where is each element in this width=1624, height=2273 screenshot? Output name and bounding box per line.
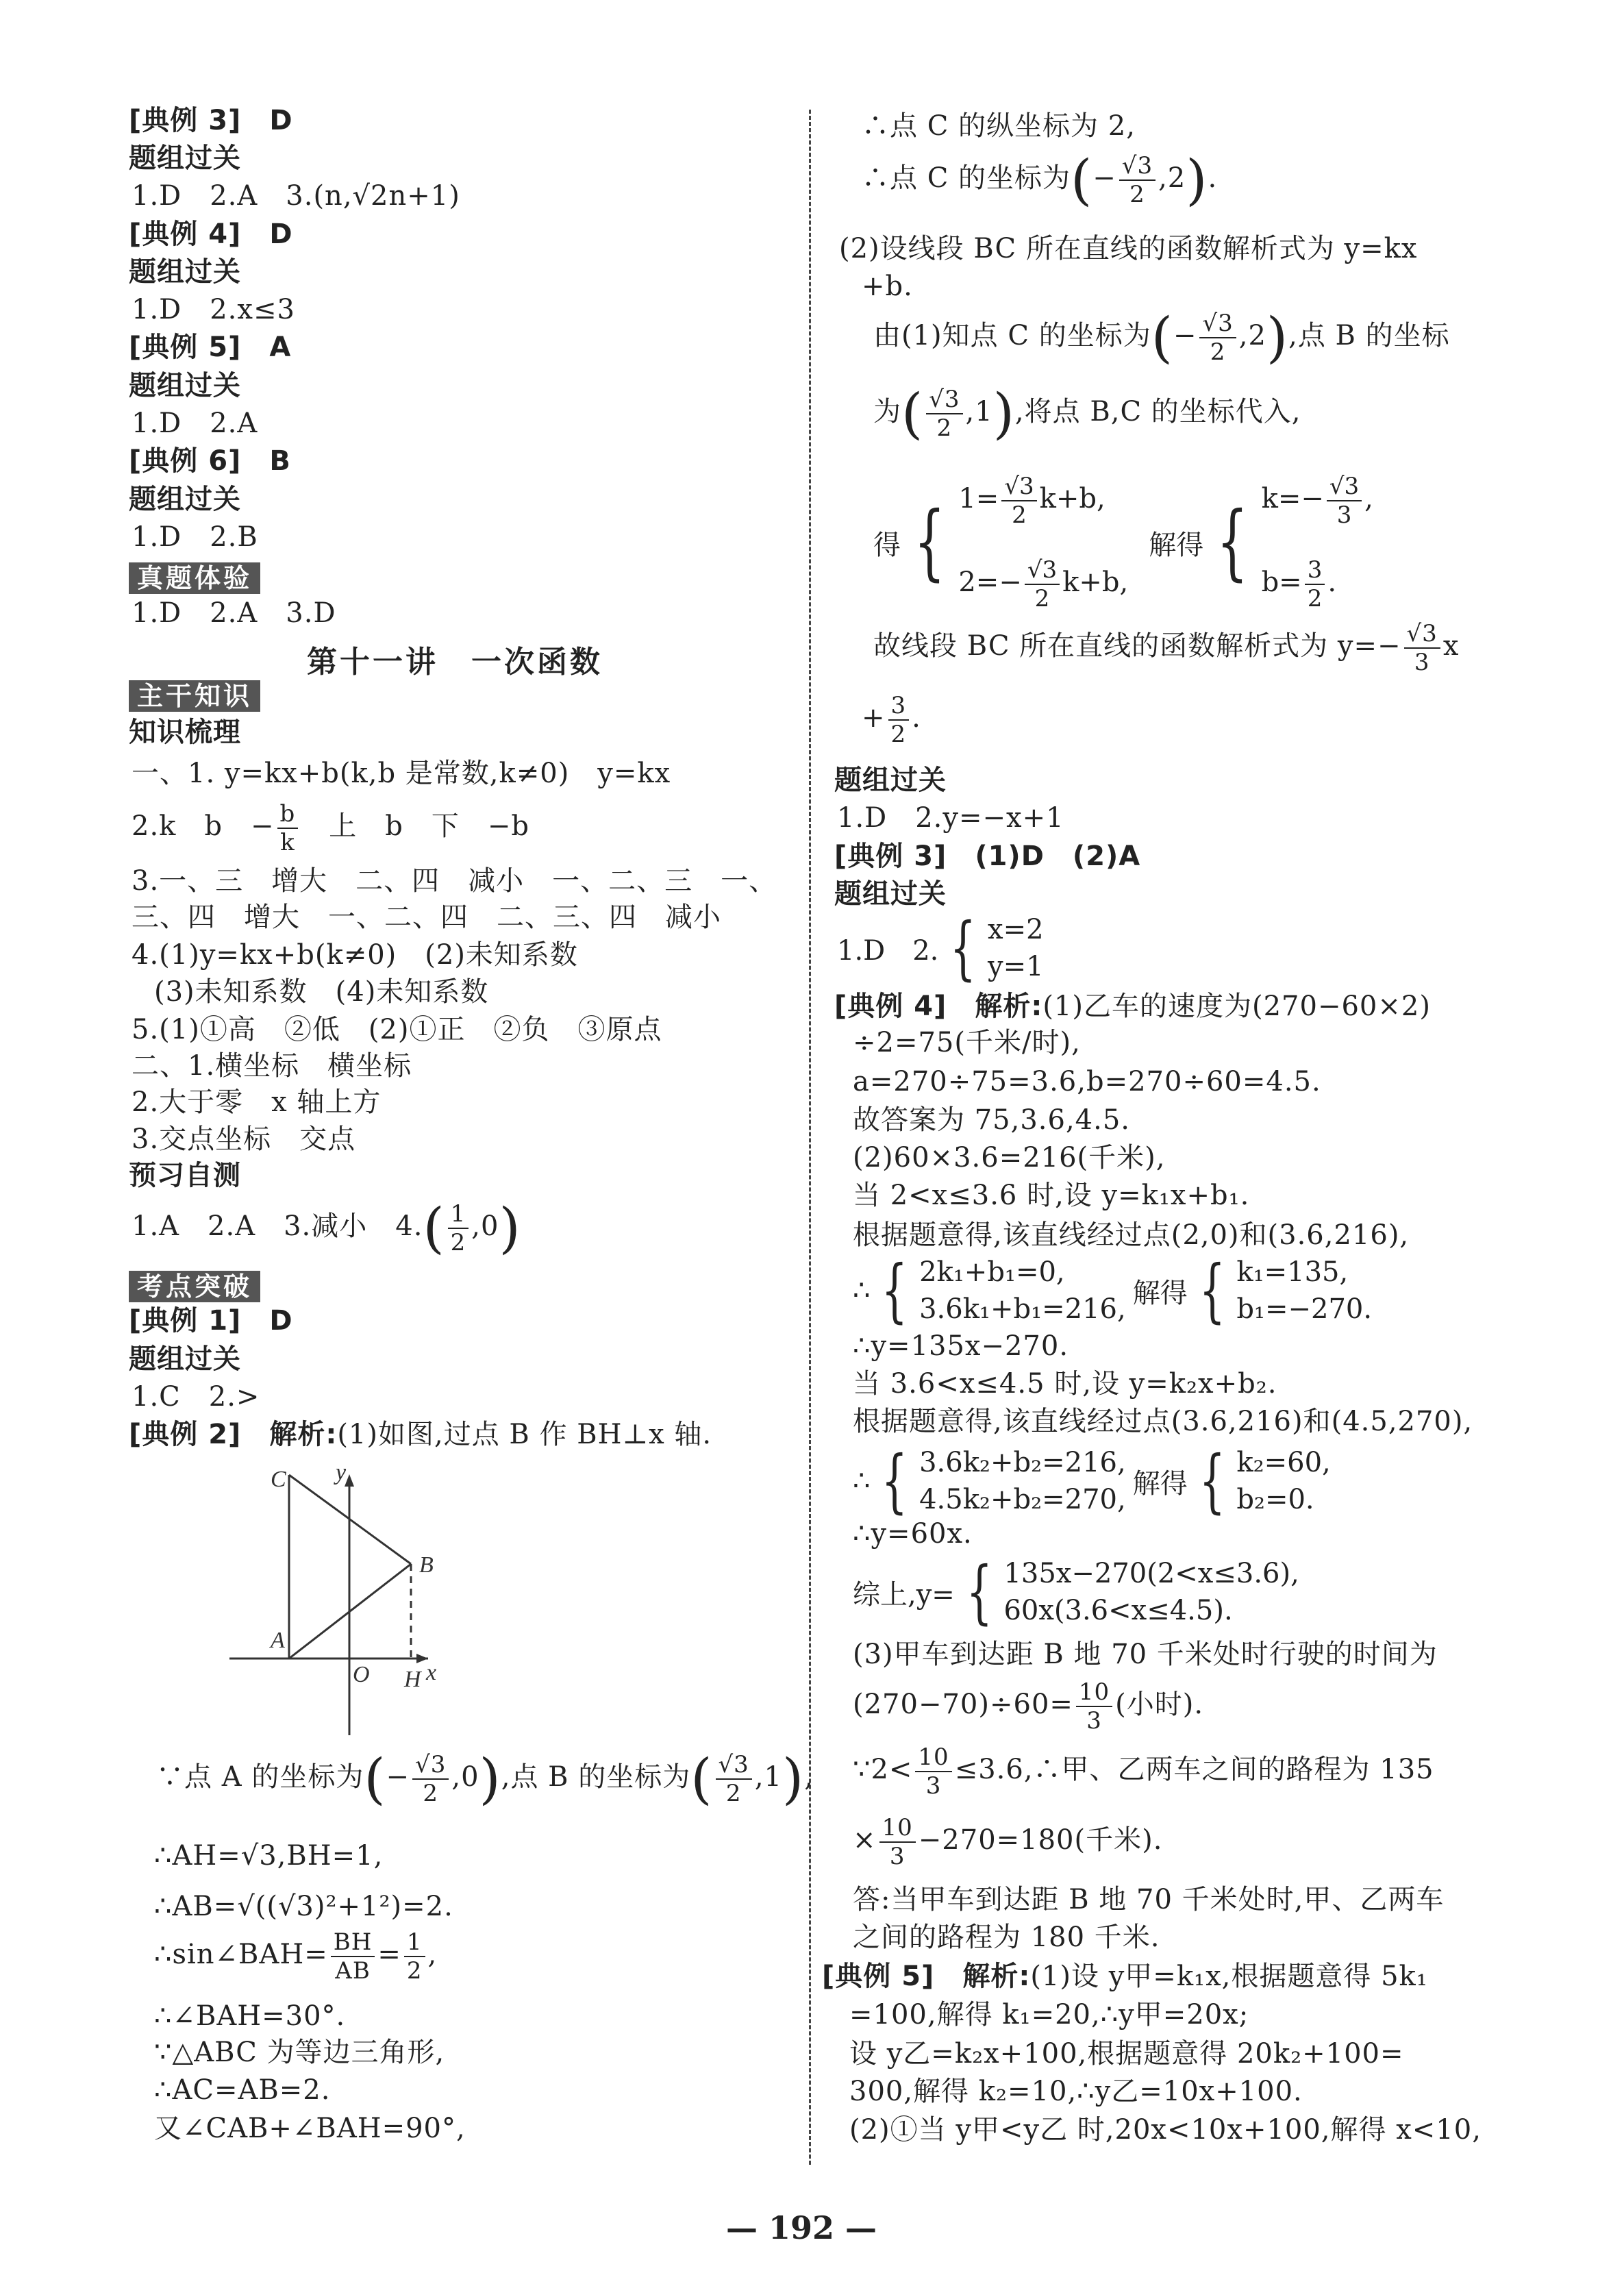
- answer-line: 1.D 2.x≤3: [132, 294, 295, 325]
- solution-line: ∴AH=√3,BH=1,: [154, 1840, 384, 1872]
- solution-line: ∵△ABC 为等边三角形,: [154, 2037, 445, 2068]
- answer-line: 4.(1)y=kx+b(k≠0) (2)未知系数: [132, 939, 578, 971]
- section-heading: 题组过关: [834, 765, 947, 796]
- section-badge-core-knowledge: 主干知识: [129, 680, 260, 712]
- answer-line: 3.一、三 增大 二、四 减小 一、二、三 一、: [132, 865, 777, 897]
- label-h: H: [404, 1667, 421, 1692]
- answer-line: 一、1. y=kx+b(k,b 是常数,k≠0) y=kx: [132, 758, 671, 789]
- answer-line: 2.大于零 x 轴上方: [132, 1086, 382, 1118]
- fraction: $\frac{1}{2}$: [448, 1200, 469, 1256]
- label-c: C: [271, 1467, 286, 1492]
- answer-line: 3.交点坐标 交点: [132, 1123, 356, 1155]
- example-4-heading: [典例 4] 解析:(1)乙车的速度为(270−60×2): [834, 991, 1431, 1022]
- answer-line: 1.A 2.A 3.减小 4.( $\frac{1}{2}$ ,0): [132, 1196, 521, 1260]
- section-heading: 预习自测: [129, 1160, 241, 1191]
- section-heading: 题组过关: [129, 142, 241, 174]
- solution-line: 设 y乙=k₂x+100,根据题意得 20k₂+100=: [849, 2038, 1404, 2070]
- solution-line: ∵点 A 的坐标为(− $\frac{√3}{2}$ ,0),点 B 的坐标为( $\frac{√3}{2}$ ,1),: [156, 1747, 814, 1811]
- section-heading: 题组过关: [129, 1343, 241, 1375]
- page-number: — 192 —: [726, 2209, 877, 2246]
- solution-line: (270−70)÷60= $\frac{10}{3}$ (小时).: [853, 1678, 1204, 1735]
- answer-line: 1.D 2.A 3.D: [132, 597, 336, 629]
- example-3-answer: [典例 3] (1)D (2)A: [834, 841, 1141, 872]
- label-a: A: [271, 1628, 285, 1653]
- answer-line: 1.D 2.B: [132, 521, 258, 553]
- example-3-answer: [典例 3] D: [129, 105, 293, 136]
- solution-line: ∴AB=√((√3)²+1²)=2.: [154, 1891, 453, 1922]
- answer-line: 1.D 2.y=−x+1: [837, 802, 1064, 834]
- example-1-answer: [典例 1] D: [129, 1305, 293, 1337]
- solution-line: 300,解得 k₂=10,∴y乙=10x+100.: [849, 2076, 1303, 2107]
- example-6-answer: [典例 6] B: [129, 445, 291, 477]
- answer-line: 二、1.横坐标 横坐标: [132, 1050, 412, 1082]
- lecture-title: 第十一讲 一次函数: [307, 645, 603, 680]
- solution-line: 故线段 BC 所在直线的函数解析式为 y=− $\frac{√3}{3}$ x: [873, 620, 1460, 676]
- answer-line: 1.D 2.A 3.(n,√2n+1): [132, 180, 460, 212]
- equation-system: ∴ { 3.6k₂+b₂=216, 4.5k₂+b₂=270, 解得 { k₂=60, b₂=0.: [853, 1441, 1331, 1521]
- solution-line: + $\frac{3}{2}$ .: [862, 692, 921, 748]
- solution-line: ∴∠BAH=30°.: [154, 2000, 346, 2032]
- label-o: O: [353, 1662, 370, 1687]
- equation-system: 得 { 1= $\frac{√3}{2}$ k+b, 2=− $\frac{√3}{2}$ k+b, 解得 { k=− $\frac{√3}{3}$ , b= $\frac{3}{2}$ .: [873, 473, 1373, 612]
- solution-line: ∴y=60x.: [853, 1518, 973, 1550]
- section-badge-real-exam: 真题体验: [129, 562, 260, 594]
- solution-line: (3)甲车到达距 B 地 70 千米处时行驶的时间为: [853, 1639, 1438, 1670]
- equation-system: 1.D 2. { x=2 y=1: [837, 908, 1044, 988]
- solution-line: 当 3.6<x≤4.5 时,设 y=k₂x+b₂.: [853, 1368, 1277, 1400]
- y-axis-arrow-icon: [345, 1474, 354, 1487]
- example-2-heading: [典例 2] 解析:(1)如图,过点 B 作 BH⊥x 轴.: [129, 1419, 712, 1450]
- answer-line: 三、四 增大 一、二、四 二、三、四 减小: [132, 902, 721, 933]
- example-5-answer: [典例 5] A: [129, 332, 292, 363]
- equation-system: ∴ { 2k₁+b₁=0, 3.6k₁+b₁=216, 解得 { k₁=135, b₁=−270.: [853, 1250, 1373, 1330]
- label-b: B: [419, 1552, 434, 1578]
- solution-line: ∴AC=AB=2.: [154, 2074, 331, 2106]
- piecewise-function: 综上,y= { 135x−270(2<x≤3.6), 60x(3.6<x≤4.5).: [853, 1552, 1299, 1632]
- fraction: $\frac{b}{k}$: [277, 800, 299, 856]
- solution-line: (2)①当 y甲<y乙 时,20x<10x+100,解得 x<10,: [849, 2114, 1482, 2146]
- solution-line: 又∠CAB+∠BAH=90°,: [154, 2113, 466, 2144]
- solution-line: 答:当甲车到达距 B 地 70 千米处时,甲、乙两车: [853, 1884, 1445, 1915]
- solution-line: 故答案为 75,3.6,4.5.: [853, 1104, 1130, 1136]
- solution-line: ∴y=135x−270.: [853, 1330, 1069, 1362]
- solution-line: ∵2< $\frac{10}{3}$ ≤3.6,∴甲、乙两车之间的路程为 135: [853, 1743, 1434, 1800]
- solution-line: +b.: [862, 271, 913, 302]
- solution-line: (2)设线段 BC 所在直线的函数解析式为 y=kx: [839, 233, 1418, 264]
- answer-line: 2.k b − $\frac{b}{k}$ 上 b 下 −b: [132, 800, 530, 856]
- solution-line: ∴sin∠BAH= $\frac{BH}{AB}$ = $\frac{1}{2}$ ,: [154, 1928, 438, 1985]
- section-badge-key-points: 考点突破: [129, 1271, 260, 1302]
- label-x: x: [426, 1660, 437, 1685]
- solution-line: ∴点 C 的纵坐标为 2,: [862, 110, 1136, 142]
- section-heading: 题组过关: [129, 484, 241, 515]
- solution-line: 根据题意得,该直线经过点(2,0)和(3.6,216),: [853, 1219, 1410, 1251]
- answer-line: (3)未知系数 (4)未知系数: [154, 976, 489, 1008]
- answer-line: 1.C 2.>: [132, 1381, 260, 1413]
- solution-line: a=270÷75=3.6,b=270÷60=4.5.: [853, 1066, 1321, 1097]
- section-heading: 知识梳理: [129, 717, 241, 748]
- example-4-answer: [典例 4] D: [129, 219, 293, 250]
- example-5-heading: [典例 5] 解析:(1)设 y甲=k₁x,根据题意得 5k₁: [822, 1961, 1428, 1992]
- answer-line: 1.D 2.A: [132, 408, 258, 439]
- solution-line: × $\frac{10}{3}$ −270=180(千米).: [853, 1814, 1163, 1870]
- solution-line: =100,解得 k₁=20,∴y甲=20x;: [849, 1999, 1249, 2030]
- section-heading: 题组过关: [129, 370, 241, 401]
- solution-line: ÷2=75(千米/时),: [853, 1027, 1081, 1058]
- answer-line: 5.(1)①高 ②低 (2)①正 ②负 ③原点: [132, 1014, 662, 1045]
- solution-line: 由(1)知点 C 的坐标为(− $\frac{√3}{2}$ ,2),点 B 的坐标: [873, 306, 1450, 369]
- solution-line: 根据题意得,该直线经过点(3.6,216)和(4.5,270),: [853, 1406, 1473, 1437]
- solution-line: ∴点 C 的坐标为(− $\frac{√3}{2}$ ,2).: [862, 148, 1218, 212]
- solution-line: 当 2<x≤3.6 时,设 y=k₁x+b₁.: [853, 1180, 1250, 1211]
- solution-line: 之间的路程为 180 千米.: [853, 1922, 1160, 1953]
- solution-line: (2)60×3.6=216(千米),: [853, 1142, 1166, 1173]
- label-y: y: [336, 1460, 347, 1485]
- solution-line: 为( $\frac{√3}{2}$ ,1),将点 B,C 的坐标代入,: [873, 382, 1301, 445]
- section-heading: 题组过关: [129, 256, 241, 288]
- section-heading: 题组过关: [834, 878, 947, 910]
